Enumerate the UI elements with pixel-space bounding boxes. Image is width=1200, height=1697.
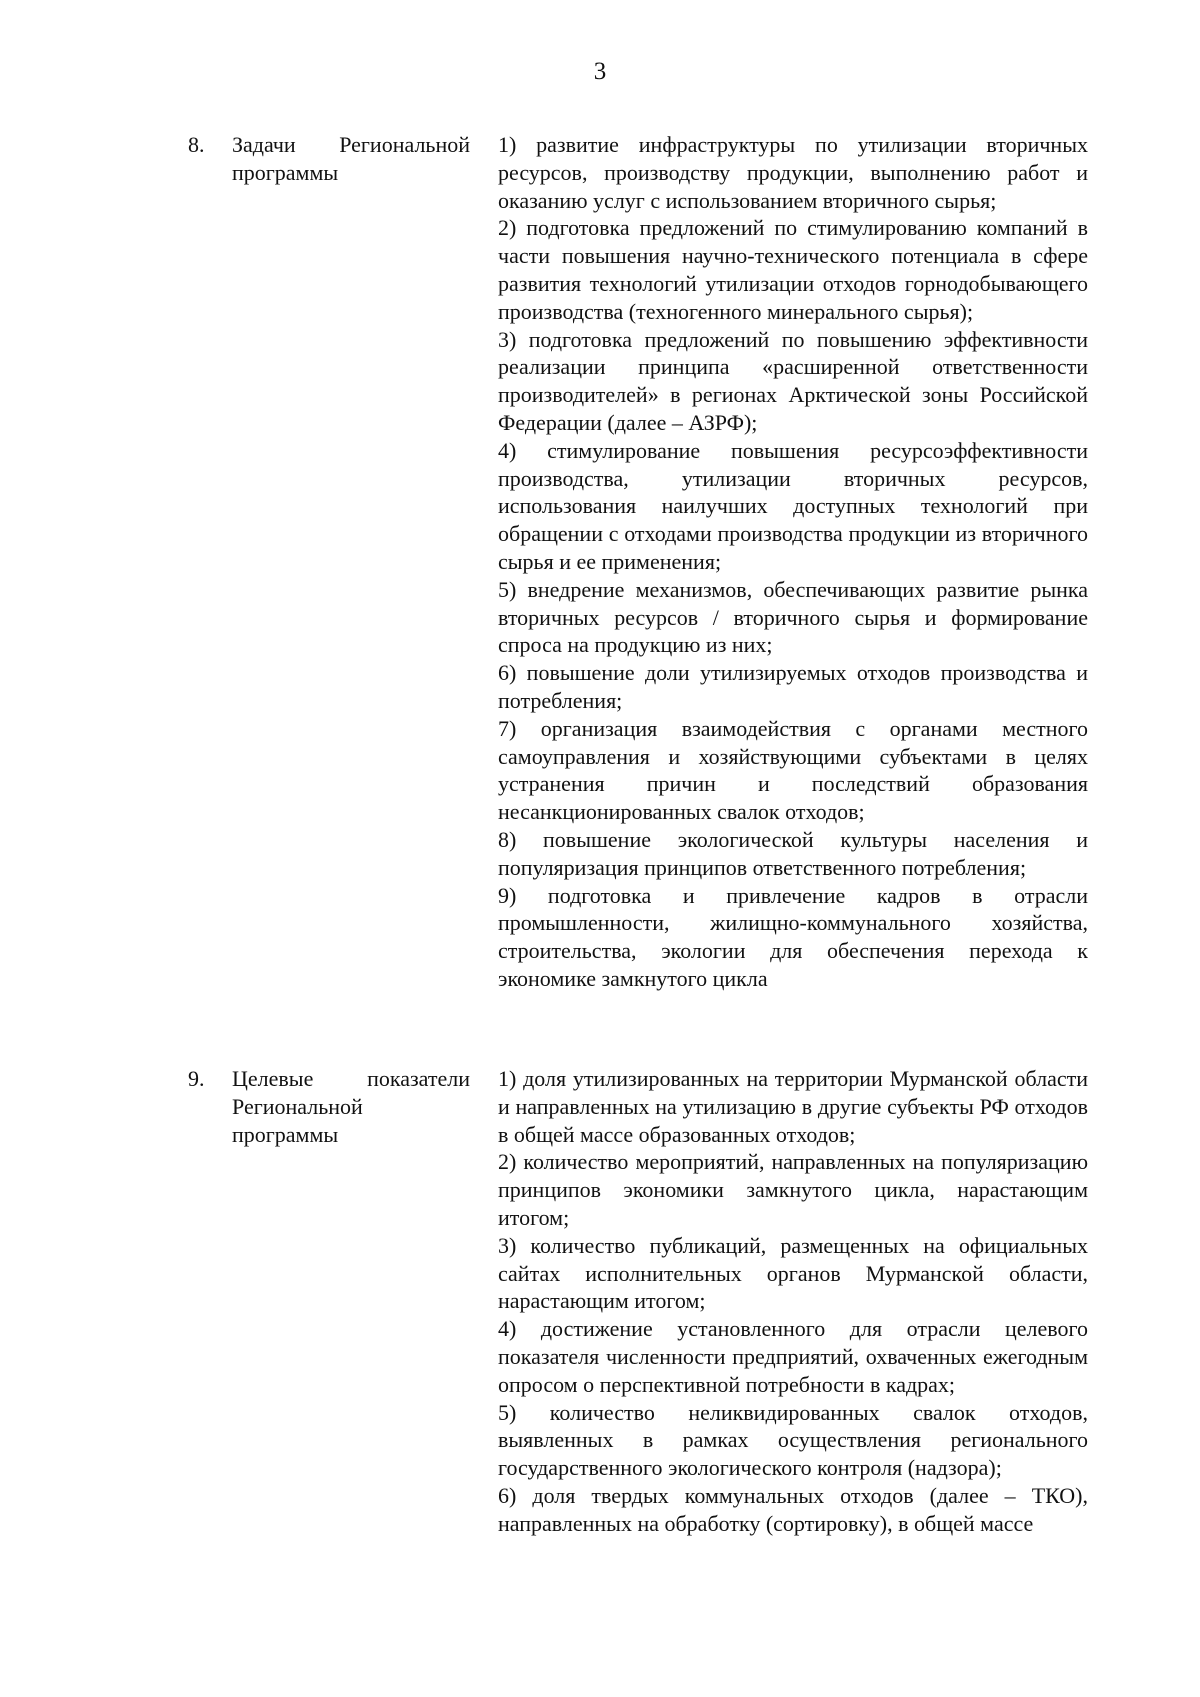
list-item: 4) стимулирование повышения ресурсоэффективности производства, утилизации вторичных ресурсов, использования наилучших доступных технологий при обращении с отходами производства продукции из вторичного сырья и ее применения; — [498, 437, 1088, 574]
row-label-line: Региональной — [232, 1093, 363, 1119]
row-label-line: программы — [232, 159, 339, 185]
list-item: 9) подготовка и привлечение кадров в отрасли промышленности, жилищно-коммунального хозяйства, строительства, экологии для обеспечения перехода к экономике замкнутого цикла — [498, 882, 1088, 991]
list-item: 2) подготовка предложений по стимулированию компаний в части повышения научно-технического потенциала в сфере развития технологий утилизации отходов горнодобывающего производства (техногенного минерального сырья); — [498, 215, 1088, 324]
list-item: 1) доля утилизированных на территории Мурманской области и направленных на утилизацию в другие субъекты РФ отходов в общей массе образованных отходов; — [498, 1066, 1088, 1147]
list-item: 6) повышение доли утилизируемых отходов производства и потребления; — [498, 660, 1088, 713]
page-number: 3 — [593, 58, 607, 85]
list-item: 5) внедрение механизмов, обеспечивающих развитие рынка вторичных ресурсов / вторичного сырья и формирование спроса на продукцию из них; — [498, 576, 1088, 658]
row-label — [232, 131, 470, 187]
row-number: 9. — [188, 1066, 205, 1091]
list-item: 1) развитие инфраструктуры по утилизации вторичных ресурсов, производству продукции, выполнению работ и оказанию услуг с использованием вторичного сырья; — [498, 132, 1088, 213]
row-label-line: программы — [232, 1121, 339, 1147]
row-content — [498, 1065, 1088, 1538]
list-item: 4) достижение установленного для отрасли целевого показателя численности предприятий, охваченных ежегодным опросом о перспективной потребности в кадрах; — [498, 1316, 1088, 1397]
list-item: 3) количество публикаций, размещенных на официальных сайтах исполнительных органов Мурманской области, нарастающим итогом; — [498, 1232, 1088, 1314]
list-item: 2) количество мероприятий, направленных на популяризацию принципов экономики замкнутого цикла, нарастающим итогом; — [498, 1149, 1088, 1230]
row-label — [232, 1065, 470, 1148]
list-item: 5) количество неликвидированных свалок отходов, выявленных в рамках осуществления регионального государственного экологического контроля (надзора); — [498, 1399, 1088, 1481]
list-item: 3) подготовка предложений по повышению эффективности реализации принципа «расширенной ответственности производителей» в регионах Арктической зоны Российской Федерации (далее – АЗРФ); — [498, 326, 1088, 435]
row-label-line: Целевые показатели — [232, 1066, 470, 1091]
row-label-line: Задачи Региональной — [232, 132, 470, 157]
row-content — [498, 131, 1088, 993]
list-item: 6) доля твердых коммунальных отходов (далее – ТКО), направленных на обработку (сортировку), в общей массе — [498, 1482, 1088, 1536]
list-item: 8) повышение экологической культуры населения и популяризация принципов ответственного потребления; — [498, 826, 1088, 880]
list-item: 7) организация взаимодействия с органами местного самоуправления и хозяйствующими субъектами в целях устранения причин и последствий образования несанкционированных свалок отходов; — [498, 715, 1088, 825]
row-number: 8. — [188, 132, 205, 157]
